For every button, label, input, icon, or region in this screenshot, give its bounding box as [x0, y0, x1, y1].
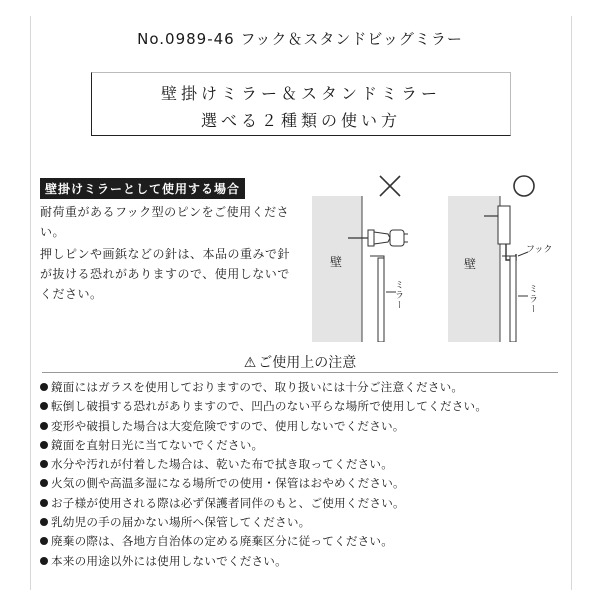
wall-paragraph-1: 耐荷重があるフック型のピンをご使用ください。 [40, 205, 290, 239]
caution-item: 鏡面を直射日光に当てないでください。 [40, 436, 570, 455]
ng-wall-label: 壁 [330, 255, 343, 269]
caution-item: 鏡面にはガラスを使用しておりますので、取り扱いには十分ご注意ください。 [40, 378, 570, 397]
ng-diagram [312, 176, 408, 342]
bullet-icon [40, 441, 48, 449]
wall-mount-heading: 壁掛けミラーとして使用する場合 [40, 178, 245, 199]
wall-paragraph-2: 押しピンや画鋲などの針は、本品の重みで針が抜ける恐れがありますので、使用しないでください。 [40, 247, 291, 301]
ok-diagram [448, 176, 552, 342]
bullet-icon [40, 518, 48, 526]
ok-hook-label: フック [526, 245, 553, 255]
bullet-icon [40, 479, 48, 487]
caution-item: 水分や汚れが付着した場合は、乾いた布で拭き取ってください。 [40, 455, 570, 474]
warning-triangle-icon: ⚠ [243, 355, 257, 371]
ng-cross-icon [380, 176, 400, 196]
title-line-2: 選べる２種類の使い方 [200, 111, 401, 130]
caution-item: 転倒し破損する恐れがありますので、凹凸のない平らな場所で使用してください。 [40, 397, 570, 416]
caution-item: お子様が使用される際は必ず保護者同伴のもと、ご使用ください。 [40, 494, 570, 513]
bullet-icon [40, 499, 48, 507]
bullet-icon [40, 402, 48, 410]
bullet-icon [40, 422, 48, 430]
product-header: No.0989-46 フック＆スタンドビッグミラー [137, 30, 463, 48]
caution-list [40, 378, 570, 571]
bullet-icon [40, 383, 48, 391]
ok-mirror-label: ミラー [527, 284, 537, 314]
bullet-icon [40, 460, 48, 468]
caution-item: 本来の用途以外には使用しないでください。 [40, 552, 570, 571]
ng-wall [312, 196, 362, 342]
ok-mirror [510, 256, 516, 342]
ok-wall-label: 壁 [464, 257, 477, 271]
ok-circle-icon [514, 176, 534, 196]
bullet-icon [40, 557, 48, 565]
caution-title-text: ご使用上の注意 [258, 355, 357, 371]
title-box [91, 72, 511, 136]
caution-divider [42, 372, 558, 373]
ng-mirror [378, 258, 384, 342]
ng-mirror-label: ミラー [393, 280, 403, 310]
mounting-diagrams [312, 172, 562, 342]
caution-title [0, 352, 600, 372]
caution-item: 廃棄の際は、各地方自治体の定める廃棄区分に従ってください。 [40, 532, 570, 551]
caution-item: 火気の側や高温多湿になる場所での使用・保管はおやめください。 [40, 474, 570, 493]
caution-item: 変形や破損した場合は大変危険ですので、使用しないでください。 [40, 417, 570, 436]
title-line-1: 壁掛けミラー＆スタンドミラー [160, 84, 441, 103]
wall-mount-description [40, 202, 302, 306]
caution-item: 乳幼児の手の届かない場所へ保管してください。 [40, 513, 570, 532]
bullet-icon [40, 537, 48, 545]
